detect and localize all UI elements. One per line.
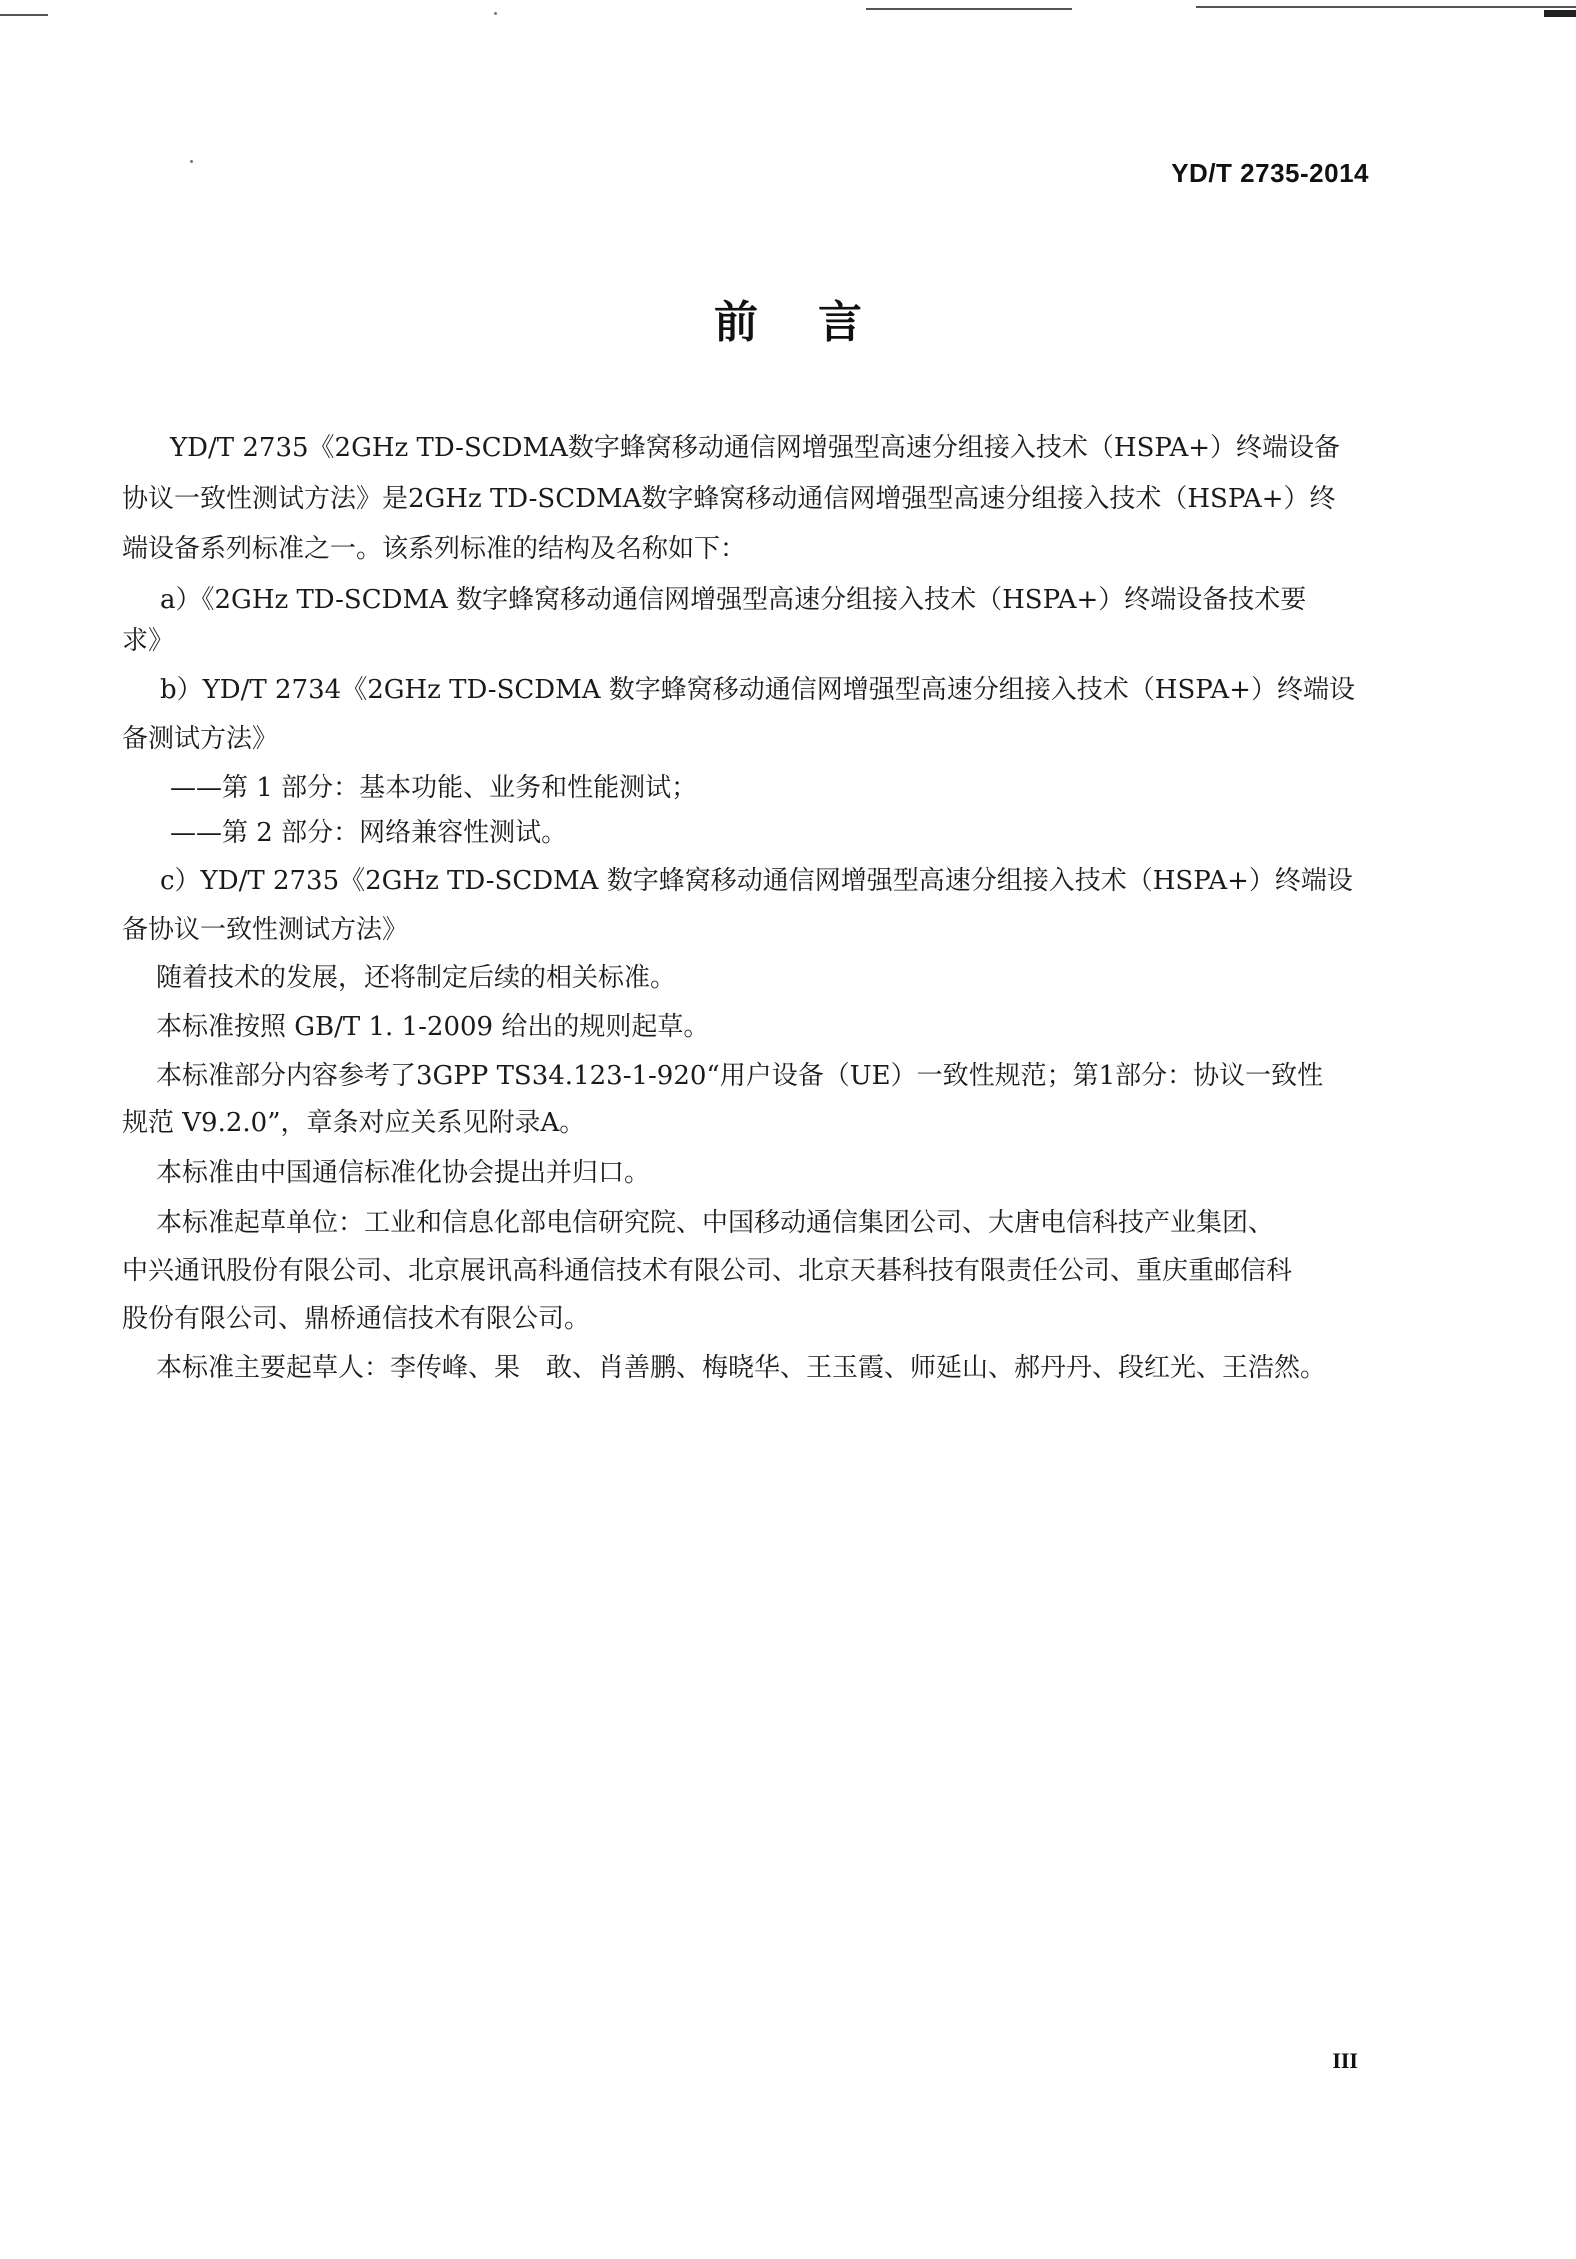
- sub-item-line: ——第 2 部分：网络兼容性测试。: [170, 818, 568, 848]
- scan-artifact-line: [1544, 10, 1576, 17]
- list-item-line: a）《2GHz TD-SCDMA 数字蜂窝移动通信网增强型高速分组接入技术（HSPA+）终端设备技术要: [160, 585, 1307, 615]
- paragraph-line: 规范 V9.2.0”，章条对应关系见附录A。: [122, 1108, 586, 1138]
- paragraph-line: 本标准按照 GB/T 1. 1-2009 给出的规则起草。: [156, 1012, 710, 1042]
- paragraph-line: 本标准部分内容参考了3GPP TS34.123-1-920“用户设备（UE）一致性规范；第1部分：协议一致性: [156, 1061, 1324, 1091]
- scan-artifact-line: [0, 14, 48, 16]
- paragraph-line: YD/T 2735《2GHz TD-SCDMA数字蜂窝移动通信网增强型高速分组接入技术（HSPA+）终端设备: [170, 433, 1341, 463]
- scan-artifact-line: [1196, 6, 1576, 8]
- paragraph-line: 端设备系列标准之一。该系列标准的结构及名称如下：: [122, 534, 747, 564]
- paragraph-line: 随着技术的发展，还将制定后续的相关标准。: [156, 963, 677, 993]
- list-item-line: 备协议一致性测试方法》: [122, 915, 409, 945]
- paragraph-line: 中兴通讯股份有限公司、北京展讯高科通信技术有限公司、北京天碁科技有限责任公司、重庆重邮信科: [122, 1256, 1293, 1286]
- scan-artifact-line: [866, 8, 1072, 10]
- scan-artifact-dot: [494, 12, 497, 15]
- paragraph-line: 股份有限公司、鼎桥通信技术有限公司。: [122, 1304, 591, 1334]
- standard-number: YD/T 2735-2014: [1171, 158, 1369, 188]
- scan-artifact-dot: [190, 160, 193, 163]
- paragraph-line: 协议一致性测试方法》是2GHz TD-SCDMA数字蜂窝移动通信网增强型高速分组接入技术（HSPA+）终: [122, 484, 1336, 514]
- sub-item-line: ——第 1 部分：基本功能、业务和性能测试；: [170, 773, 698, 803]
- list-item-line: 求》: [122, 626, 175, 656]
- paragraph-line: 本标准起草单位：工业和信息化部电信研究院、中国移动通信集团公司、大唐电信科技产业集团、: [156, 1208, 1275, 1238]
- page-number: III: [1332, 2048, 1358, 2073]
- page-title: 前言: [714, 297, 922, 348]
- paragraph-line: 本标准主要起草人：李传峰、果 敢、肖善鹏、梅晓华、王玉霞、师延山、郝丹丹、段红光、王浩然。: [156, 1353, 1327, 1383]
- list-item-line: b）YD/T 2734《2GHz TD-SCDMA 数字蜂窝移动通信网增强型高速分组接入技术（HSPA+）终端设: [160, 675, 1355, 705]
- paragraph-line: 本标准由中国通信标准化协会提出并归口。: [156, 1158, 651, 1188]
- list-item-line: 备测试方法》: [122, 724, 279, 754]
- list-item-line: c）YD/T 2735《2GHz TD-SCDMA 数字蜂窝移动通信网增强型高速分组接入技术（HSPA+）终端设: [160, 866, 1353, 896]
